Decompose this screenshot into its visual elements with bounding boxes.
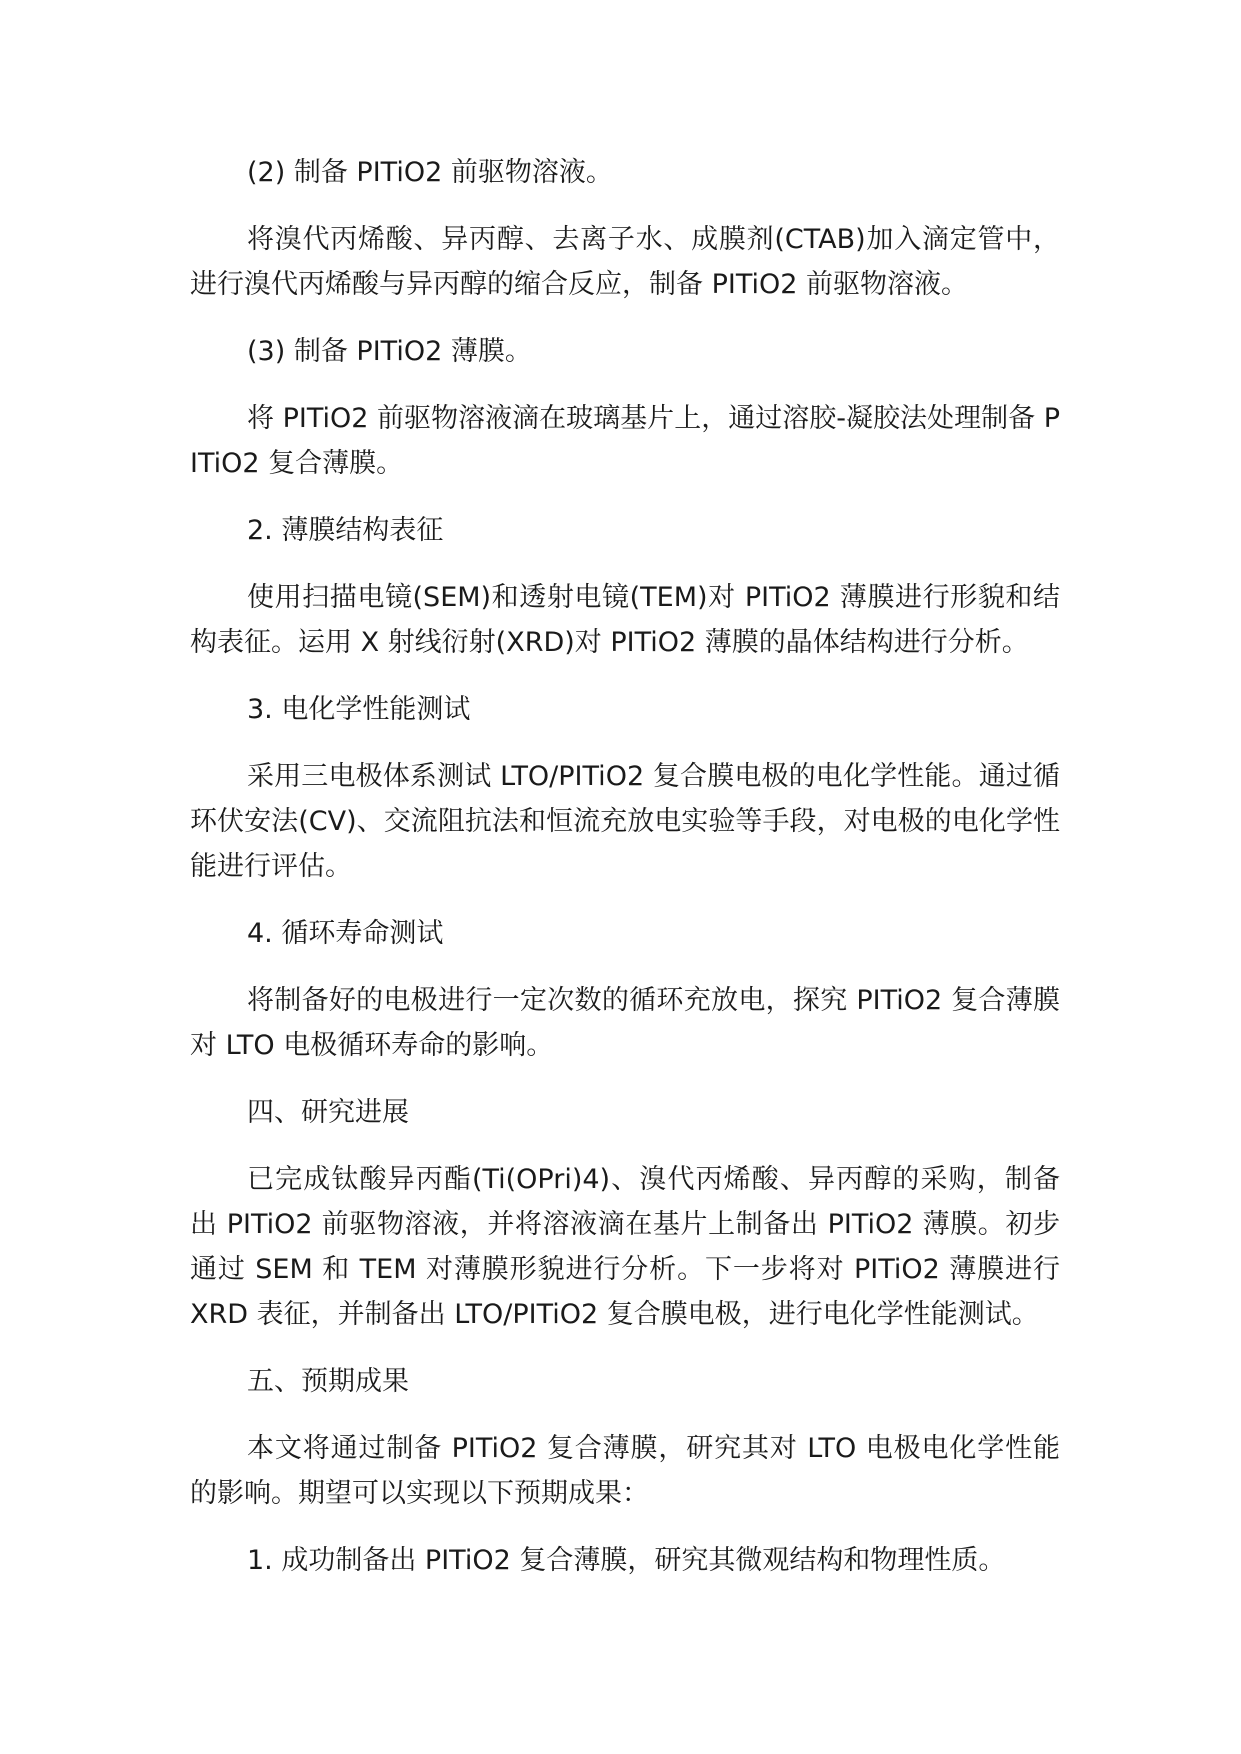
paragraph-electrochemical-test: 采用三电极体系测试 LTO/PITiO2 复合膜电极的电化学性能。通过循环伏安法(CV)、交流阻抗法和恒流充放电实验等手段，对电极的电化学性能进行评估。 [190,761,1060,882]
subheading-prepare-film: (3) 制备 PITiO2 薄膜。 [247,336,532,367]
paragraph-film-method: 将 PITiO2 前驱物溶液滴在玻璃基片上，通过溶胶-凝胶法处理制备 PITiO2 复合薄膜。 [190,403,1060,479]
paragraph-research-progress: 已完成钛酸异丙酯(Ti(OPri)4)、溴代丙烯酸、异丙醇的采购，制备出 PITiO2 前驱物溶液，并将溶液滴在基片上制备出 PITiO2 薄膜。初步通过 SEM 和 TEM 对薄膜形貌进行分析。下一步将对 PITiO2 薄膜进行 XRD 表征，并制备出 LTO/PITiO2 复合膜电极，进行电化学性能测试。 [190,1164,1060,1330]
paragraph-cycle-life: 将制备好的电极进行一定次数的循环充放电，探究 PITiO2 复合薄膜对 LTO 电极循环寿命的影响。 [190,985,1060,1061]
paragraph-characterization: 使用扫描电镜(SEM)和透射电镜(TEM)对 PITiO2 薄膜进行形貌和结构表征。运用 X 射线衍射(XRD)对 PITiO2 薄膜的晶体结构进行分析。 [190,582,1060,658]
paragraph-precursor-method: 将溴代丙烯酸、异丙醇、去离子水、成膜剂(CTAB)加入滴定管中，进行溴代丙烯酸与异丙醇的缩合反应，制备 PITiO2 前驱物溶液。 [190,224,1060,300]
document-body [190,150,1060,1605]
section-film-characterization: 2. 薄膜结构表征 [247,515,444,546]
section-research-progress: 四、研究进展 [247,1097,409,1128]
subheading-prepare-precursor: (2) 制备 PITiO2 前驱物溶液。 [247,157,613,188]
section-electrochemical-test: 3. 电化学性能测试 [247,694,471,725]
expected-result-item-1: 1. 成功制备出 PITiO2 复合薄膜，研究其微观结构和物理性质。 [247,1545,1006,1576]
section-expected-results: 五、预期成果 [247,1366,409,1397]
paragraph-expected-results: 本文将通过制备 PITiO2 复合薄膜，研究其对 LTO 电极电化学性能的影响。期望可以实现以下预期成果： [190,1433,1060,1509]
section-cycle-life-test: 4. 循环寿命测试 [247,918,444,949]
